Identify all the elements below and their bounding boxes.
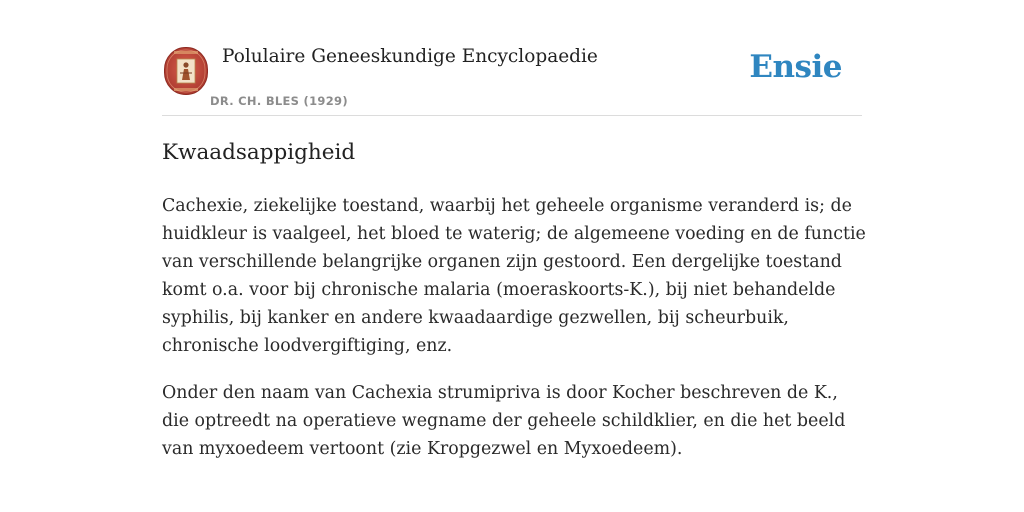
book-cover-icon[interactable] [164,47,208,95]
article-title: Kwaadsappigheid [162,140,356,165]
page-header [162,40,862,116]
article-paragraph: Cachexie, ziekelijke toestand, waarbij het geheele organisme veranderd is; de huidkleur is vaalgeel, het bloed te waterig; de algemeene voeding en de functie van verschillende belangrijke organen zijn gestoord. Een dergelijke toestand komt o.a. voor bij chronische malaria (moeraskoorts-K.), bij niet behandelde syphilis, bij kanker en andere kwaadaardige gezwellen, bij scheurbuik, chronische loodvergiftiging, enz. [162,196,866,356]
book-title[interactable]: Polulaire Geneeskundige Encyclopaedie [222,46,598,67]
article-paragraph: Onder den naam van Cachexia strumipriva is door Kocher beschreven de K., die optreedt na operatieve wegname der geheele schildklier, en die het beeld van myxoedeem vertoont (zie Kropgezwel en Myxoedeem). [162,383,846,459]
brand-logo[interactable]: Ensie [749,49,842,85]
article-body [162,192,870,482]
book-author: DR. CH. BLES (1929) [210,94,348,108]
